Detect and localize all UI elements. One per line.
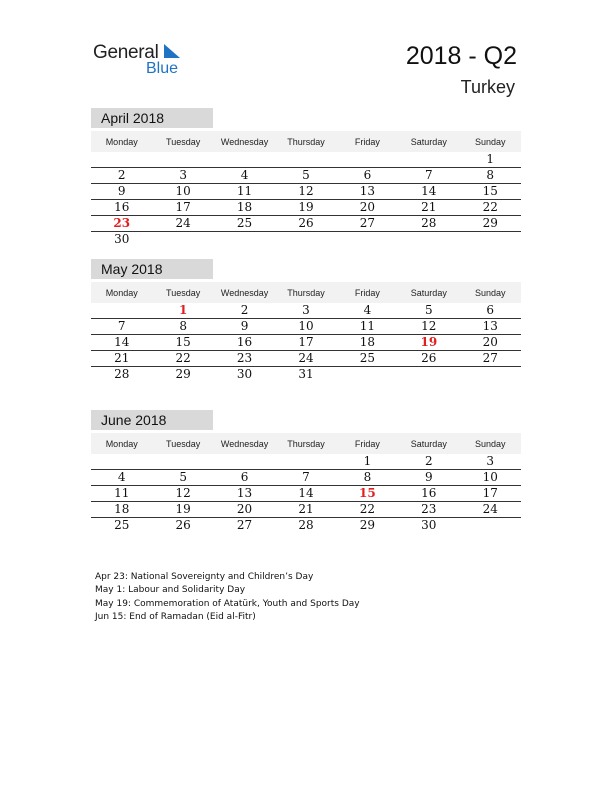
day-cell (337, 533, 398, 548)
week-row (91, 486, 521, 502)
country-label: Turkey (460, 77, 515, 97)
day-cell: 7 (302, 470, 310, 484)
week-row (91, 533, 521, 548)
day-cell: 12 (421, 319, 437, 333)
logo-word-general: General (93, 42, 159, 63)
day-cell: 4 (240, 168, 249, 182)
week-row (91, 319, 521, 335)
weekday-label: Sunday (474, 438, 506, 449)
week-row (91, 351, 521, 367)
weekday-label: Tuesday (166, 136, 201, 147)
day-cell: 7 (425, 168, 433, 182)
weekday-header-row (91, 433, 521, 454)
logo-triangle-icon (160, 44, 182, 60)
day-cell: 29 (482, 216, 498, 230)
weekday-label: Friday (354, 287, 380, 298)
weekday-label: Thursday (287, 438, 325, 449)
page-title: 2018 - Q2 (405, 42, 517, 70)
weekday-label: Thursday (287, 136, 325, 147)
day-cell: 22 (359, 502, 376, 516)
week-row (91, 502, 521, 518)
day-cell: 28 (421, 216, 437, 230)
logo-word-blue: Blue (146, 60, 179, 77)
week-row (91, 367, 521, 382)
day-cell (152, 454, 213, 469)
day-cell: 12 (175, 486, 191, 500)
day-cell: 14 (421, 184, 437, 198)
day-cell: 23 (421, 502, 437, 516)
day-cell (398, 382, 459, 397)
day-cell: 16 (236, 335, 253, 349)
day-cell: 17 (298, 335, 314, 349)
day-cell: 18 (236, 200, 253, 214)
weekday-header-row (91, 282, 521, 303)
day-cell (91, 303, 152, 318)
day-cell: 14 (298, 486, 314, 500)
day-cell (275, 454, 336, 469)
day-cell: 12 (298, 184, 314, 198)
weekday-label: Saturday (410, 438, 447, 449)
day-cell: 23 (236, 351, 253, 365)
day-cell: 6 (240, 470, 249, 484)
weekday-header-row (91, 131, 521, 152)
day-cell: 20 (359, 200, 376, 214)
day-cell (214, 533, 275, 548)
day-cell (152, 382, 213, 397)
day-cell: 20 (482, 335, 498, 349)
day-cell (337, 367, 398, 382)
day-cell: 9 (117, 184, 126, 198)
week-row (91, 152, 521, 168)
day-cell: 18 (114, 502, 130, 516)
day-cell: 22 (482, 200, 498, 214)
day-cell (275, 382, 336, 397)
day-cell (337, 382, 398, 397)
day-cell: 1 (363, 454, 372, 468)
day-cell (214, 232, 275, 247)
day-cell (460, 518, 521, 533)
day-cell (275, 152, 336, 167)
month-label: June 2018 (91, 410, 213, 430)
day-cell: 4 (363, 303, 372, 317)
day-cell: 2 (117, 168, 126, 182)
day-cell: 1 (486, 152, 495, 166)
day-cell: 9 (240, 319, 249, 333)
day-cell (460, 367, 521, 382)
day-cell (214, 454, 275, 469)
day-cell: 22 (175, 351, 191, 365)
day-cell: 29 (175, 367, 191, 381)
day-cell: 30 (114, 232, 130, 246)
day-cell: 25 (114, 518, 130, 532)
note-line: May 19: Commemoration of Atatürk, Youth and Sports Day (95, 598, 360, 609)
week-row (91, 232, 521, 247)
day-cell: 15 (175, 335, 191, 349)
day-cell: 5 (302, 168, 310, 182)
day-cell: 8 (486, 168, 495, 182)
holiday-day-cell: 19 (420, 335, 438, 349)
day-cell (152, 232, 213, 247)
weekday-label: Monday (105, 287, 138, 298)
weekday-label: Friday (354, 136, 380, 147)
day-cell: 16 (114, 200, 130, 214)
day-cell: 28 (114, 367, 130, 381)
day-cell: 8 (363, 470, 372, 484)
day-cell (398, 152, 459, 167)
day-cell: 30 (421, 518, 437, 532)
week-row (91, 382, 521, 397)
day-cell: 26 (175, 518, 191, 532)
day-cell: 14 (114, 335, 130, 349)
holiday-day-cell: 23 (113, 216, 131, 230)
day-cell: 19 (298, 200, 314, 214)
weekday-label: Sunday (474, 136, 506, 147)
day-cell: 28 (298, 518, 314, 532)
day-cell: 16 (421, 486, 437, 500)
weekday-label: Monday (105, 136, 138, 147)
day-cell: 18 (359, 335, 376, 349)
note-line: May 1: Labour and Solidarity Day (95, 585, 246, 596)
month-june (91, 410, 521, 548)
day-cell: 6 (363, 168, 372, 182)
weekday-label: Wednesday (220, 287, 269, 298)
day-cell (460, 232, 521, 247)
day-cell: 27 (236, 518, 253, 532)
day-cell (398, 367, 459, 382)
day-cell: 19 (175, 502, 191, 516)
note-line: Jun 15: End of Ramadan (Eid al-Fitr) (95, 611, 256, 622)
day-cell: 27 (359, 216, 376, 230)
day-cell (337, 232, 398, 247)
week-row (91, 303, 521, 319)
day-cell: 27 (482, 351, 498, 365)
day-cell: 9 (425, 470, 433, 484)
day-cell: 8 (179, 319, 187, 333)
day-cell (337, 152, 398, 167)
month-label: April 2018 (91, 108, 213, 128)
week-row (91, 454, 521, 470)
weekday-label: Wednesday (220, 438, 269, 449)
day-cell (214, 382, 275, 397)
day-cell (91, 152, 152, 167)
day-cell: 2 (425, 454, 433, 468)
week-row (91, 168, 521, 184)
day-cell: 30 (236, 367, 253, 381)
weekday-label: Thursday (287, 287, 325, 298)
day-cell (460, 533, 521, 548)
day-cell: 29 (359, 518, 376, 532)
day-cell: 11 (359, 319, 376, 333)
day-cell (275, 232, 336, 247)
weekday-label: Monday (105, 438, 138, 449)
day-cell: 31 (298, 367, 314, 381)
day-cell: 26 (421, 351, 437, 365)
day-cell (152, 533, 213, 548)
day-cell: 5 (425, 303, 433, 317)
weekday-label: Sunday (474, 287, 506, 298)
weekday-label: Tuesday (166, 287, 201, 298)
holiday-notes (95, 571, 360, 624)
day-cell (91, 454, 152, 469)
week-row (91, 470, 521, 486)
day-cell: 21 (421, 200, 437, 214)
day-cell: 5 (179, 470, 187, 484)
weekday-label: Friday (354, 438, 380, 449)
weekday-label: Wednesday (220, 136, 269, 147)
day-cell: 3 (179, 168, 187, 182)
day-cell: 25 (359, 351, 376, 365)
month-label: May 2018 (91, 259, 213, 279)
day-cell: 4 (117, 470, 126, 484)
day-cell: 2 (240, 303, 249, 317)
day-cell (398, 533, 459, 548)
day-cell: 24 (175, 216, 191, 230)
week-row (91, 184, 521, 200)
day-cell: 17 (482, 486, 498, 500)
week-row (91, 335, 521, 351)
weekday-label: Saturday (410, 136, 447, 147)
day-cell: 13 (236, 486, 253, 500)
week-row (91, 216, 521, 232)
day-cell: 21 (298, 502, 314, 516)
holiday-day-cell: 15 (359, 486, 376, 500)
day-cell: 26 (298, 216, 314, 230)
week-row (91, 518, 521, 533)
weekday-label: Saturday (410, 287, 447, 298)
day-cell (91, 382, 152, 397)
day-cell (398, 232, 459, 247)
day-cell: 17 (175, 200, 191, 214)
day-cell: 25 (236, 216, 253, 230)
day-cell (460, 382, 521, 397)
day-cell: 3 (302, 303, 310, 317)
day-cell: 3 (486, 454, 495, 468)
day-cell: 20 (236, 502, 253, 516)
day-cell (275, 533, 336, 548)
weekday-label: Tuesday (166, 438, 201, 449)
day-cell: 6 (486, 303, 495, 317)
day-cell (91, 533, 152, 548)
week-row (91, 200, 521, 216)
day-cell (214, 152, 275, 167)
day-cell: 24 (298, 351, 314, 365)
day-cell: 10 (175, 184, 191, 198)
day-cell: 10 (298, 319, 314, 333)
holiday-day-cell: 1 (178, 303, 188, 317)
day-cell: 13 (482, 319, 498, 333)
day-cell: 24 (482, 502, 498, 516)
day-cell: 11 (114, 486, 130, 500)
day-cell: 21 (114, 351, 130, 365)
day-cell: 13 (359, 184, 376, 198)
month-april (91, 108, 521, 247)
month-may (91, 259, 521, 397)
day-cell: 15 (482, 184, 498, 198)
day-cell: 10 (482, 470, 498, 484)
note-line: Apr 23: National Sovereignty and Children’s Day (95, 572, 314, 582)
day-cell: 11 (236, 184, 253, 198)
day-cell: 7 (117, 319, 126, 333)
brand-logo (93, 40, 193, 80)
day-cell (152, 152, 213, 167)
